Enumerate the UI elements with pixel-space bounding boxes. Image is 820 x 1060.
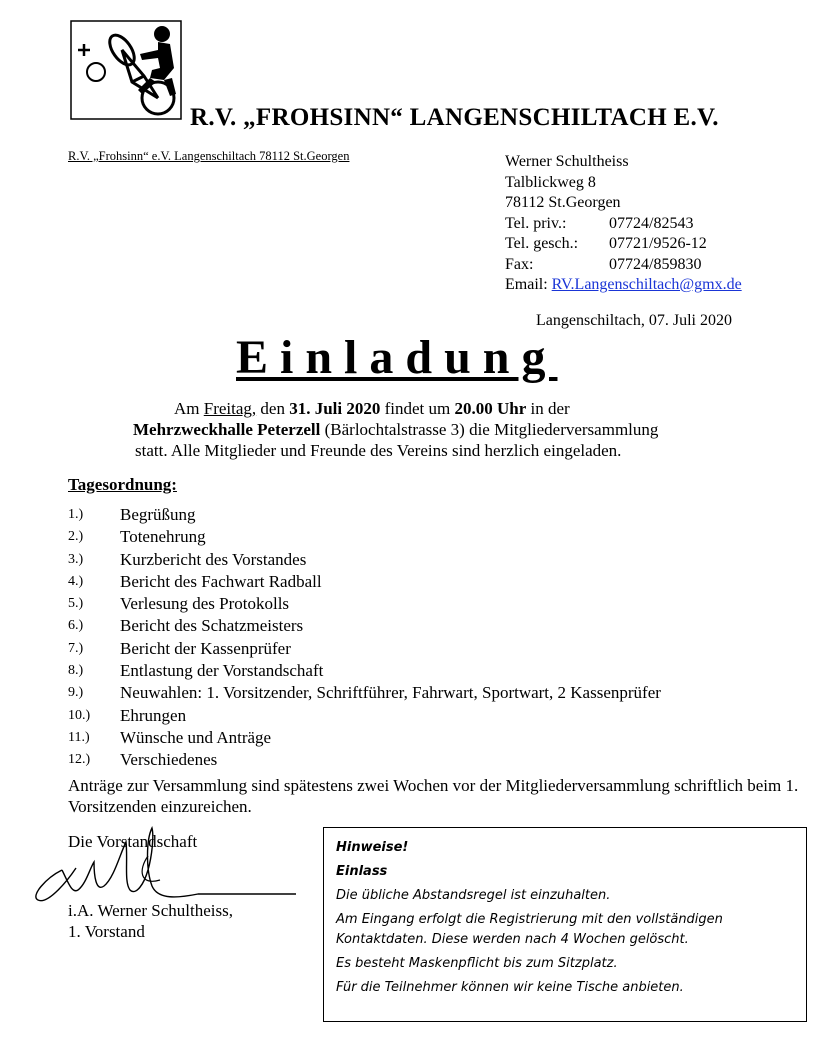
email-link[interactable]: RV.Langenschiltach@gmx.de xyxy=(551,276,742,293)
agenda-number: 11.) xyxy=(68,729,90,745)
sender-return-address: R.V. „Frohsinn“ e.V. Langenschiltach 78112 St.Georgen xyxy=(68,149,350,163)
agenda-number: 9.) xyxy=(68,685,84,701)
agenda-text: Neuwahlen: 1. Vorsitzender, Schriftführer, Fahrwart, Sportwart, 2 Kassenprüfer xyxy=(120,683,661,703)
agenda-number: 8.) xyxy=(68,663,84,679)
agenda-number: 12.) xyxy=(68,752,91,768)
contact-value: 07724/82543 xyxy=(609,214,694,232)
email-label: Email: xyxy=(505,276,548,293)
agenda-text: Begrüßung xyxy=(120,505,196,524)
agenda-text: Ehrungen xyxy=(120,705,187,725)
agenda-number: 4.) xyxy=(68,573,84,589)
contact-row xyxy=(505,214,742,235)
agenda-item xyxy=(68,660,661,682)
agenda-item xyxy=(68,549,661,571)
contact-name: Werner Schultheiss xyxy=(505,153,629,170)
email-row xyxy=(505,275,742,296)
contact-row xyxy=(505,234,742,255)
agenda-item xyxy=(68,526,661,548)
agenda-text: Totenehrung xyxy=(120,527,206,547)
notice-box xyxy=(323,827,807,1022)
contact-label: Fax: xyxy=(505,255,534,273)
agenda-text: Wünsche und Anträge xyxy=(120,727,272,747)
signer-name: i.A. Werner Schultheiss, xyxy=(68,901,233,920)
agenda-item xyxy=(68,682,661,704)
notice-line: Für die Teilnehmer können wir keine Tische anbieten. xyxy=(336,980,684,995)
agenda-item xyxy=(68,593,661,615)
notice-heading: Hinweise! xyxy=(336,840,409,855)
meeting-venue: Mehrzweckhalle Peterzell xyxy=(133,420,321,439)
contact-value: 07724/859830 xyxy=(609,255,702,273)
contact-label: Tel. gesch.: xyxy=(505,235,579,252)
agenda-text: Bericht der Kassenprüfer xyxy=(120,638,291,658)
document-title: Einladung xyxy=(236,331,558,384)
invitation-line-2: Mehrzweckhalle Peterzell (Bärlochtalstrasse 3) die Mitgliederversammlung xyxy=(133,420,659,439)
agenda-number: 6.) xyxy=(68,618,84,634)
contact-street: Talblickweg 8 xyxy=(505,173,596,191)
agenda-item xyxy=(68,504,661,526)
contact-label: Tel. priv.: xyxy=(505,214,567,232)
agenda-item xyxy=(68,638,661,660)
club-name: R.V. „FROHSINN“ LANGENSCHILTACH E.V. xyxy=(190,104,719,131)
contact-row xyxy=(505,255,742,276)
agenda-item xyxy=(68,727,661,749)
agenda-number: 5.) xyxy=(68,596,84,612)
cyclist-logo xyxy=(70,20,182,120)
agenda-list xyxy=(68,504,661,772)
meeting-date: 31. Juli 2020 xyxy=(289,399,381,418)
board-signoff: Die Vorstandschaft xyxy=(68,832,198,851)
agenda-text: Bericht des Schatzmeisters xyxy=(120,616,304,636)
agenda-heading: Tagesordnung: xyxy=(68,475,177,494)
agenda-number: 3.) xyxy=(68,551,84,567)
signer-role: 1. Vorstand xyxy=(68,922,145,941)
signer-block xyxy=(68,900,233,942)
contact-address-block xyxy=(505,152,742,296)
agenda-number: 1.) xyxy=(68,507,84,522)
contact-value: 07721/9526-12 xyxy=(609,235,707,252)
notice-line: Die übliche Abstandsregel ist einzuhalten. xyxy=(336,888,611,903)
meeting-time: 20.00 Uhr xyxy=(454,399,527,418)
invitation-line-1: Am Freitag, den 31. Juli 2020 findet um 20.00 Uhr in der xyxy=(174,399,570,418)
agenda-number: 2.) xyxy=(68,529,84,545)
agenda-item xyxy=(68,705,661,727)
agenda-item xyxy=(68,615,661,637)
agenda-text: Kurzbericht des Vorstandes xyxy=(120,549,307,569)
agenda-number: 7.) xyxy=(68,640,84,656)
agenda-item xyxy=(68,571,661,593)
agenda-item xyxy=(68,749,661,771)
meeting-day: Freitag, xyxy=(203,399,257,418)
letter-date: Langenschiltach, 07. Juli 2020 xyxy=(536,312,732,329)
agenda-number: 10.) xyxy=(68,707,91,723)
notice-subheading: Einlass xyxy=(336,864,388,879)
invitation-line-3: statt. Alle Mitglieder und Freunde des Vereins sind herzlich eingeladen. xyxy=(135,441,622,460)
closing-paragraph: Anträge zur Versammlung sind spätestens zwei Wochen vor der Mitgliederversammlung schriftlich beim 1. Vorsitzenden einzureichen. xyxy=(68,776,799,816)
notice-line: Am Eingang erfolgt die Registrierung mit den vollständigen Kontaktdaten. Diese werden nach 4 Wochen gelöscht. xyxy=(336,912,723,947)
notice-line: Es besteht Maskenpflicht bis zum Sitzplatz. xyxy=(336,956,618,971)
contact-city: 78112 St.Georgen xyxy=(505,194,621,211)
agenda-text: Entlastung der Vorstandschaft xyxy=(120,661,324,681)
agenda-text: Verschiedenes xyxy=(120,750,218,770)
agenda-text: Verlesung des Protokolls xyxy=(120,594,290,614)
agenda-text: Bericht des Fachwart Radball xyxy=(120,571,322,591)
